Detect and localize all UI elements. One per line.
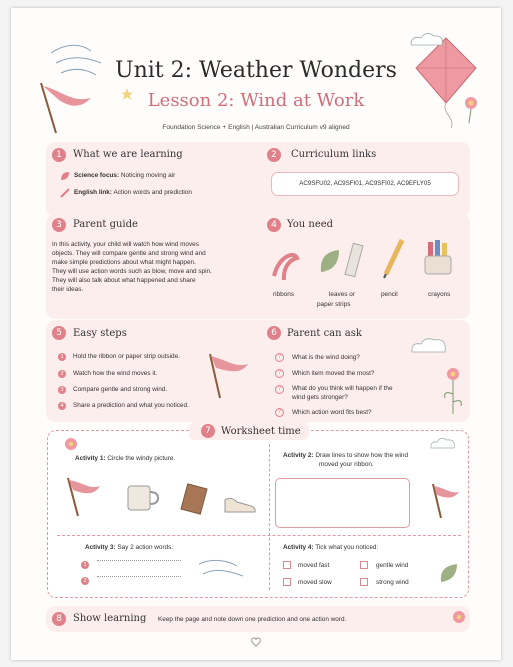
activity-3 (85, 543, 173, 552)
english-text: Action words and prediction (113, 189, 192, 196)
checkbox-strong-wind[interactable] (360, 578, 368, 586)
show-heading: Show learning (73, 613, 147, 624)
activity-1 (75, 454, 175, 463)
guide-text (52, 240, 262, 294)
section-number: 8 (52, 612, 66, 626)
need-item-leaves: leaves or (329, 291, 355, 298)
question-icon: ? (275, 385, 284, 394)
need-item-paper: paper strips (317, 301, 351, 308)
shoe-icon[interactable] (223, 494, 257, 516)
lesson-title: Lesson 2: Wind at Work (147, 90, 365, 111)
guide-line: objects. They will compare gentle and strong wind and (52, 250, 206, 257)
question-item: What is the wind doing? (292, 354, 360, 361)
steps-heading: Easy steps (73, 328, 127, 339)
section-number: 5 (52, 326, 66, 340)
unit-title: Unit 2: Weather Wonders (115, 58, 397, 83)
english-label: English link: (74, 189, 112, 196)
focus-label: Science focus: (74, 172, 120, 179)
wind-swirl-icon (197, 556, 247, 582)
mug-icon[interactable] (126, 484, 160, 512)
activity-label: Activity 1: (75, 455, 106, 462)
section-number: 6 (267, 326, 281, 340)
step-number: 2 (58, 370, 66, 378)
cloud-icon (429, 436, 457, 450)
question-icon: ? (275, 353, 284, 362)
cloud-icon (409, 334, 449, 356)
need-heading: You need (287, 219, 334, 230)
activity-text: moved your ribbon. (319, 461, 374, 468)
book-icon[interactable] (180, 484, 210, 514)
activity-text: Circle the windy picture. (107, 455, 176, 462)
need-item-ribbons: ribbons (273, 291, 294, 298)
section-number: 7 (201, 424, 215, 438)
checkbox-label: moved fast (298, 562, 330, 569)
ribbon-stick-icon (429, 480, 459, 520)
answer-number: 1 (81, 561, 89, 569)
ribbon-icon (269, 246, 299, 282)
step-item: Compare gentle and strong wind. (73, 386, 168, 393)
question-item: What do you think will happen if the (292, 385, 393, 392)
step-item: Share a prediction and what you noticed. (73, 402, 189, 409)
ribbon-stick-icon[interactable] (64, 474, 100, 518)
checkbox-label: moved slow (298, 579, 332, 586)
english-row (74, 188, 192, 197)
answer-number: 2 (81, 577, 89, 585)
question-icon: ? (275, 408, 284, 417)
guide-line: In this activity, your child will watch how wind moves (52, 241, 199, 248)
question-item: Which action word fits best? (292, 409, 372, 416)
ask-heading: Parent can ask (287, 328, 362, 339)
curriculum-codes: AC9SFU02, AC9SFI01, AC9SFI02, AC9EFLY05 (271, 172, 459, 196)
focus-row (74, 171, 175, 180)
step-number: 3 (58, 386, 66, 394)
step-number: 4 (58, 402, 66, 410)
show-text: Keep the page and note down one prediction and one action word. (158, 616, 347, 623)
activity-text: Tick what you noticed: (315, 544, 379, 551)
worksheet-page (11, 8, 501, 660)
answer-line[interactable] (97, 560, 181, 561)
guide-heading: Parent guide (73, 219, 138, 230)
crayons-icon (425, 240, 455, 276)
cloud-icon (406, 30, 446, 50)
guide-line: They will also talk about what happened and share (52, 277, 196, 284)
leaf-icon (61, 172, 69, 180)
need-item-pencil: pencil (381, 291, 398, 298)
activity-divider (269, 444, 270, 590)
leaf-icon (319, 248, 341, 274)
guide-line: make simple predictions about what might happen. (52, 259, 196, 266)
ribbon-stick-icon (206, 350, 250, 400)
checkbox-gentle-wind[interactable] (360, 561, 368, 569)
flower-icon (63, 436, 79, 452)
activity-label: Activity 4: (283, 544, 314, 551)
focus-text: Noticing moving air (120, 172, 176, 179)
meta-line: Foundation Science + English | Australian Curriculum v9 aligned (162, 124, 350, 131)
activity-2 (283, 451, 433, 469)
activity-text: Say 2 action words. (117, 544, 174, 551)
links-heading: Curriculum links (291, 149, 377, 160)
activity-label: Activity 3: (85, 544, 116, 551)
section-number: 1 (52, 148, 66, 162)
activity-label: Activity 2: (283, 452, 314, 459)
answer-line[interactable] (97, 576, 181, 577)
heart-icon (251, 637, 261, 647)
activity-4 (283, 543, 378, 552)
step-item: Hold the ribbon or paper strip outside. (73, 353, 180, 360)
question-icon: ? (275, 369, 284, 378)
guide-line: They will use action words such as blow, move and spin. (52, 268, 212, 275)
drawing-box[interactable] (275, 478, 410, 528)
pencil-icon (382, 238, 406, 278)
flower-icon (439, 366, 469, 416)
leaf-icon (439, 562, 459, 584)
checkbox-moved-fast[interactable] (283, 561, 291, 569)
checkbox-label: strong wind (376, 579, 409, 586)
checkbox-label: gentle wind (376, 562, 409, 569)
activity-text: Draw lines to show how the wind (315, 452, 409, 459)
paper-strip-icon (344, 242, 366, 278)
step-number: 1 (58, 353, 66, 361)
pencil-small-icon (61, 189, 69, 197)
question-item: wind gets stronger? (292, 394, 348, 401)
checkbox-moved-slow[interactable] (283, 578, 291, 586)
activity-separator (57, 535, 461, 536)
worksheet-heading: Worksheet time (221, 426, 301, 437)
section-number: 2 (267, 148, 281, 162)
section-number: 4 (267, 218, 281, 232)
section-number: 3 (52, 218, 66, 232)
guide-line: their ideas. (52, 286, 84, 293)
step-item: Watch how the wind moves it. (73, 370, 158, 377)
need-item-crayons: crayons (428, 291, 451, 298)
learning-heading: What we are learning (73, 149, 183, 160)
question-item: Which item moved the most? (292, 370, 375, 377)
flower-icon (451, 609, 467, 625)
